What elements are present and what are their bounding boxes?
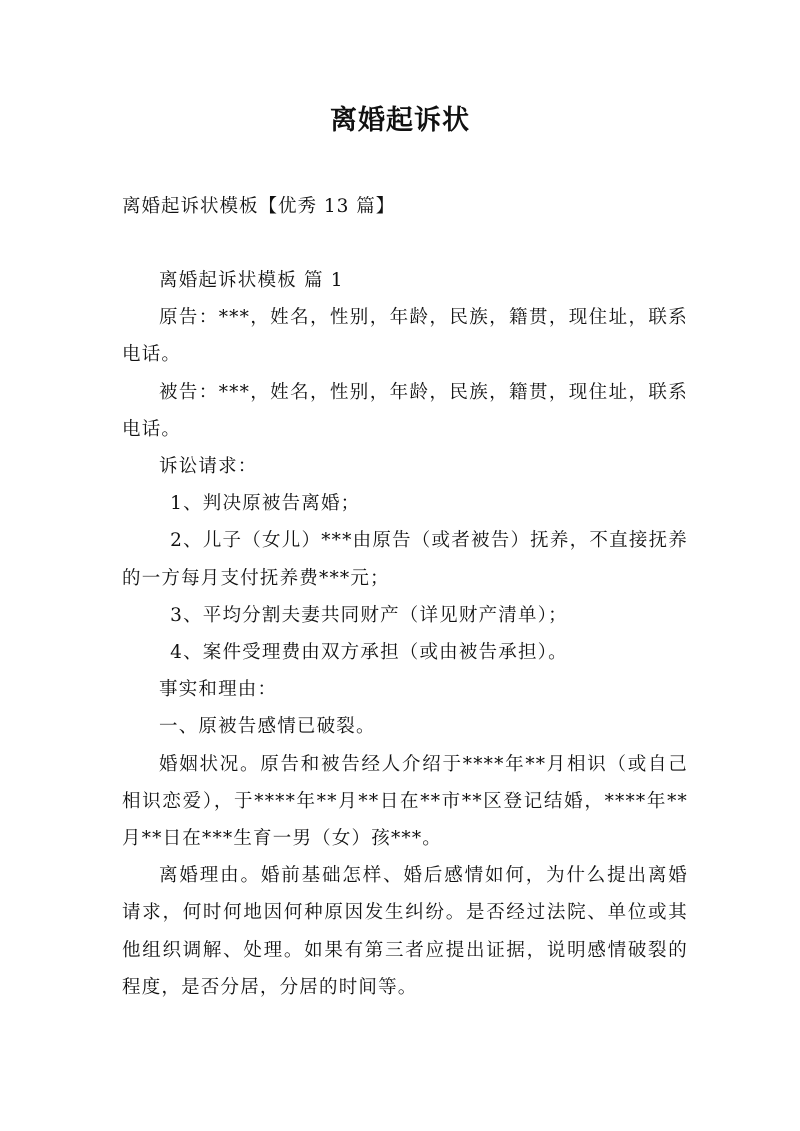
facts-point-heading: 一、原被告感情已破裂。 <box>159 716 376 738</box>
facts-heading: 事实和理由： <box>159 679 278 701</box>
section-heading: 离婚起诉状模板 篇 1 <box>159 270 344 291</box>
marriage-status-paragraph: 婚姻状况。原告和被告经人介绍于****年**月相识（或自己相识恋爱），于****年**月**日在**市**区登记结婚，****年**月**日在***生育一男（女）孩***。 <box>122 753 688 850</box>
plaintiff-paragraph: 原告：***，姓名，性别，年龄，民族，籍贯，现住址，联系电话。 <box>122 307 688 366</box>
claim-item: 2、儿子（女儿）***由原告（或者被告）抚养，不直接抚养的一方每月支付抚养费***元； <box>122 530 688 589</box>
defendant-paragraph: 被告：***，姓名，性别，年龄，民族，籍贯，现住址，联系电话。 <box>122 381 688 440</box>
document-body <box>122 262 688 1006</box>
claim-item: 3、平均分割夫妻共同财产（详见财产清单）； <box>170 604 568 626</box>
claim-item: 4、案件受理费由双方承担（或由被告承担）。 <box>170 642 568 664</box>
document-subtitle: 离婚起诉状模板【优秀 13 篇】 <box>122 196 396 217</box>
claim-item: 1、判决原被告离婚； <box>170 493 361 515</box>
document-title: 离婚起诉状 <box>330 105 470 136</box>
claims-heading: 诉讼请求： <box>159 456 258 478</box>
divorce-reason-paragraph: 离婚理由。婚前基础怎样、婚后感情如何，为什么提出离婚请求，何时何地因何种原因发生纠纷。是否经过法院、单位或其他组织调解、处理。如果有第三者应提出证据，说明感情破裂的程度，是否分居，分居的时间等。 <box>122 865 688 998</box>
